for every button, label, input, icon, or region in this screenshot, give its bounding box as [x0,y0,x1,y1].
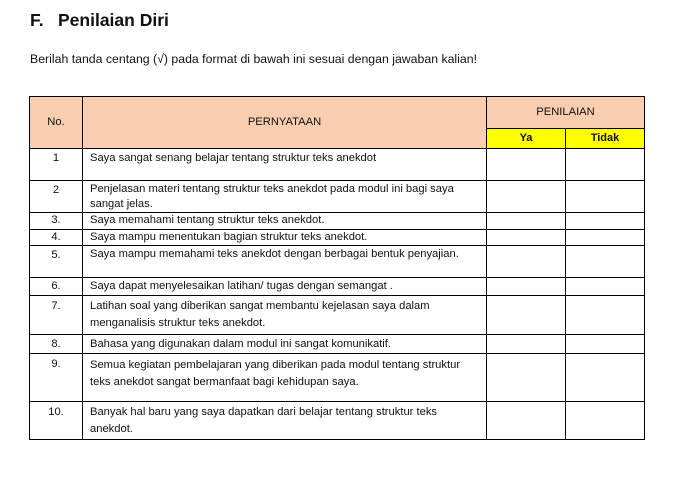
row-number: 4. [30,230,83,246]
section-letter: F. [30,10,44,30]
header-yes: Ya [487,129,566,149]
row-number: 1 [30,149,83,181]
row-number: 6. [30,278,83,296]
checkbox-cell-no[interactable] [566,213,645,230]
row-number: 9. [30,354,83,402]
section-heading [30,10,169,31]
checkbox-cell-no[interactable] [566,335,645,354]
section-title: Penilaian Diri [58,10,169,30]
checkbox-cell-yes[interactable] [487,181,566,213]
checkbox-cell-no[interactable] [566,230,645,246]
table-row [30,354,645,402]
row-number: 8. [30,335,83,354]
checkbox-cell-no[interactable] [566,181,645,213]
checkbox-cell-yes[interactable] [487,335,566,354]
self-assessment-table [29,96,645,440]
row-number: 2 [30,181,83,213]
table-row [30,149,645,181]
header-no-answer: Tidak [566,129,645,149]
row-statement: Saya memahami tentang struktur teks anekdot. [83,213,487,230]
checkbox-cell-no[interactable] [566,296,645,335]
row-statement: Bahasa yang digunakan dalam modul ini sangat komunikatif. [83,335,487,354]
checkbox-cell-yes[interactable] [487,213,566,230]
checkbox-cell-yes[interactable] [487,278,566,296]
checkbox-cell-yes[interactable] [487,230,566,246]
checkbox-cell-yes[interactable] [487,149,566,181]
table-row [30,181,645,213]
header-statement: PERNYATAAN [83,97,487,149]
table-row [30,278,645,296]
row-number: 10. [30,402,83,440]
checkbox-cell-yes[interactable] [487,402,566,440]
row-number: 3. [30,213,83,230]
checkbox-cell-no[interactable] [566,354,645,402]
table-row [30,213,645,230]
checkbox-cell-no[interactable] [566,149,645,181]
instruction-text: Berilah tanda centang (√) pada format di bawah ini sesuai dengan jawaban kalian! [30,52,477,66]
table-row [30,402,645,440]
checkbox-cell-no[interactable] [566,246,645,278]
row-statement: Semua kegiatan pembelajaran yang diberikan pada modul tentang struktur teks anekdot sangat bermanfaat bagi kehidupan saya. [83,354,487,402]
row-number: 5. [30,246,83,278]
row-statement: Penjelasan materi tentang struktur teks anekdot pada modul ini bagi saya sangat jelas. [83,181,487,213]
table-row [30,230,645,246]
checkbox-cell-no[interactable] [566,402,645,440]
row-statement: Saya mampu memahami teks anekdot dengan berbagai bentuk penyajian. [83,246,487,278]
checkbox-cell-no[interactable] [566,278,645,296]
row-statement: Saya mampu menentukan bagian struktur teks anekdot. [83,230,487,246]
checkbox-cell-yes[interactable] [487,246,566,278]
table-row [30,296,645,335]
row-statement: Saya dapat menyelesaikan latihan/ tugas dengan semangat . [83,278,487,296]
table-row [30,246,645,278]
table-row [30,335,645,354]
header-no: No. [30,97,83,149]
header-assessment: PENILAIAN [487,97,645,129]
row-statement: Saya sangat senang belajar tentang struktur teks anekdot [83,149,487,181]
row-statement: Banyak hal baru yang saya dapatkan dari belajar tentang struktur teks anekdot. [83,402,487,440]
checkbox-cell-yes[interactable] [487,354,566,402]
checkbox-cell-yes[interactable] [487,296,566,335]
row-number: 7. [30,296,83,335]
row-statement: Latihan soal yang diberikan sangat membantu kejelasan saya dalam menganalisis struktur teks anekdot. [83,296,487,335]
